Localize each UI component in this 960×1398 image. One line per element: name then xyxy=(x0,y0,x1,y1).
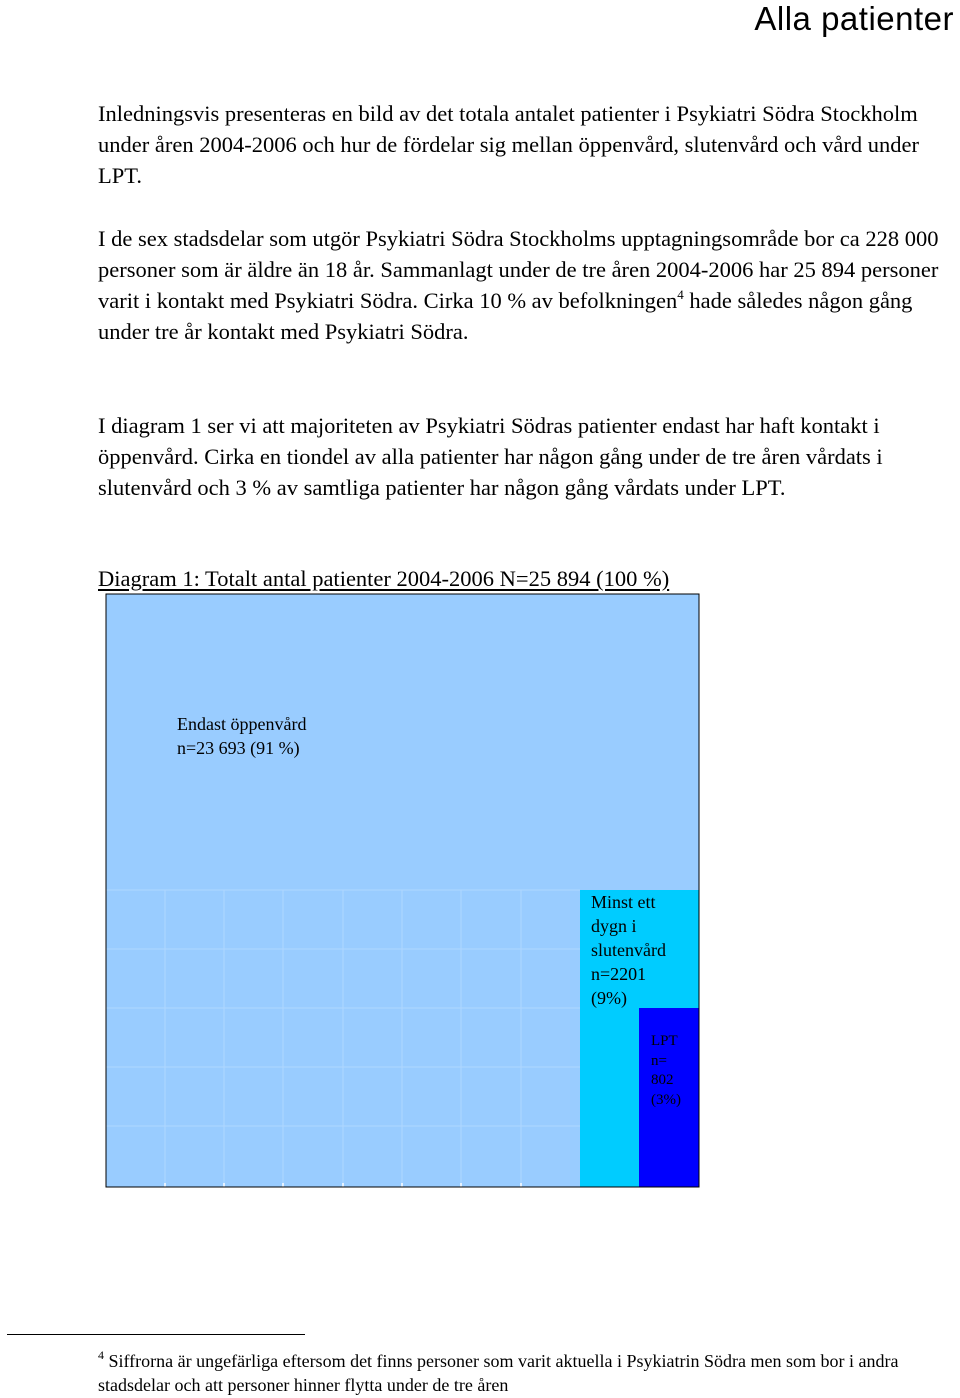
label-line: Endast öppenvård xyxy=(177,714,307,734)
label-slutenvard xyxy=(591,890,666,1010)
label-line: (3%) xyxy=(651,1091,681,1108)
label-line: dygn i xyxy=(591,916,637,936)
label-endast-oppenvard xyxy=(177,712,306,760)
population-text-end: hade således någon gång under tre år kontakt med Psykiatri Södra. xyxy=(98,288,913,344)
diagram-caption: Diagram 1: Totalt antal patienter 2004-2006 N=25 894 (100 %) xyxy=(98,566,670,591)
intro-paragraph: Inledningsvis presenteras en bild av det totala antalet patienter i Psykiatri Södra Stockholm under åren 2004-2006 och hur de fördelar sig mellan öppenvård, slutenvård och vård under LPT. xyxy=(98,101,919,188)
diagram-description-paragraph: I diagram 1 ser vi att majoriteten av Psykiatri Södras patienter endast har haft kontakt i öppenvård. Cirka en tiondel av alla patienter har någon gång under de tre åren vårdats i slutenvård och 3 % av samtliga patienter har någon gång vårdats under LPT. xyxy=(98,413,883,500)
population-text: I de sex stadsdelar som utgör Psykiatri Södra Stockholms upptagningsområde bor ca 228 000 personer som är äldre än 18 år. Sammanlagt under de tre åren 2004-2006 har 25 894 personer varit i kontakt med Psykiatri Södra. Cirka 10 % av befolkningen xyxy=(98,226,939,313)
label-line: (9%) xyxy=(591,988,627,1008)
population-paragraph xyxy=(98,223,948,347)
footnote-separator xyxy=(7,1334,305,1335)
label-line: slutenvård xyxy=(591,940,666,960)
label-line: Minst ett xyxy=(591,892,656,912)
label-line: 802 xyxy=(651,1072,674,1088)
footnote xyxy=(98,1349,948,1397)
label-line: n=23 693 (91 %) xyxy=(177,738,300,758)
label-line: n=2201 xyxy=(591,964,647,984)
label-lpt xyxy=(651,1032,681,1110)
footnote-text: Siffrorna är ungefärliga eftersom det finns personer som varit aktuella i Psykiatrin Södra men som bor i andra stadsdelar och att personer hinner flytta under de tre åren xyxy=(98,1351,899,1395)
footnote-reference[interactable]: 4 xyxy=(677,287,684,302)
page-title: Alla patienter xyxy=(754,0,954,37)
label-line: n= xyxy=(651,1052,667,1069)
footnote-number: 4 xyxy=(98,1348,104,1362)
label-line: LPT xyxy=(651,1033,678,1049)
